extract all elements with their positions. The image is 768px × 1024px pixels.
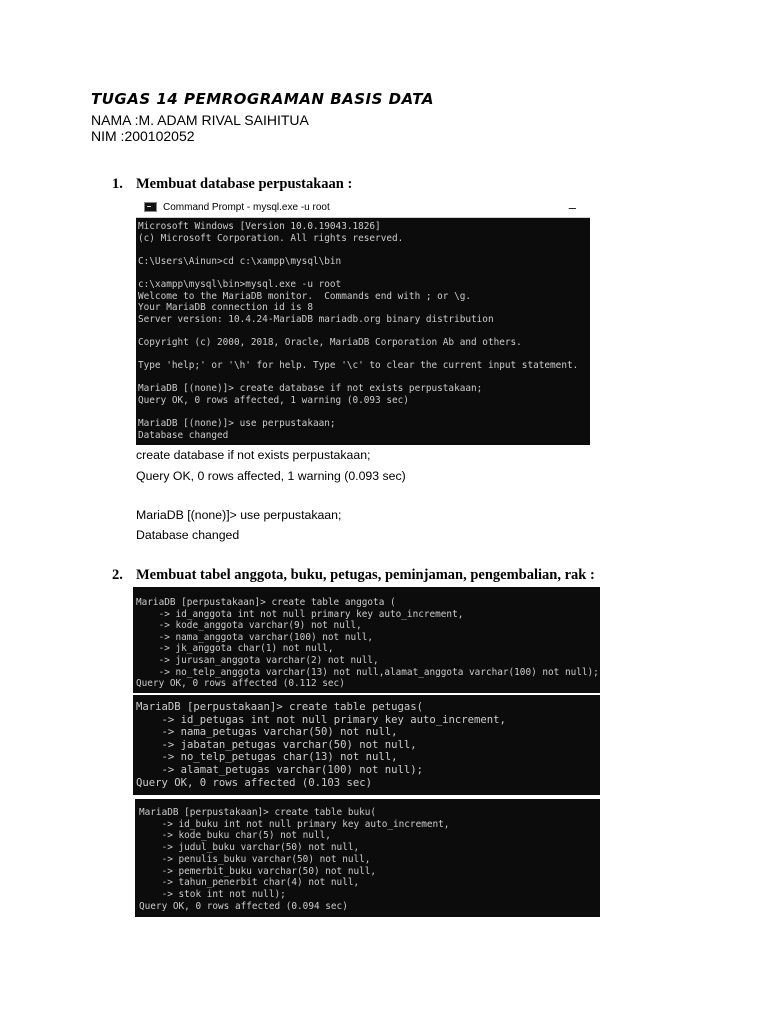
section-2-text: Membuat tabel anggota, buku, petugas, peminjaman, pengembalian, rak :	[136, 567, 595, 583]
nim-label: NIM :	[91, 128, 125, 144]
terminal-screenshot-1	[136, 218, 590, 445]
section-2-heading	[112, 567, 595, 584]
document-title: TUGAS 14 PEMROGRAMAN BASIS DATA	[91, 90, 434, 108]
plain-text-line-1: create database if not exists perpustakaan;	[136, 448, 371, 462]
terminal-screenshot-4	[135, 799, 600, 917]
terminal-3-text: MariaDB [perpustakaan]> create table petugas( -> id_petugas int not null primary key auto_increment, -> nama_petugas varchar(50) not null, -> jabatan_petugas varchar(50) not null, -> no_telp_petugas char(13) not null, -> alamat_petugas varchar(100) not null); Query OK, 0 rows affected (0.103 sec)	[136, 701, 506, 789]
nama-line	[91, 112, 309, 128]
nama-label: NAMA :	[91, 112, 139, 128]
section-1-number: 1.	[112, 176, 123, 192]
command-prompt-icon	[144, 202, 157, 212]
plain-text-line-4: Database changed	[136, 528, 240, 542]
plain-text-line-3: MariaDB [(none)]> use perpustakaan;	[136, 508, 342, 522]
nim-line	[91, 128, 195, 144]
terminal-screenshot-2	[133, 587, 600, 693]
cmd-window-titlebar	[136, 197, 590, 218]
minimize-button[interactable]: –	[568, 199, 576, 215]
terminal-1-text: Microsoft Windows [Version 10.0.19043.1826] (c) Microsoft Corporation. All rights reserved. C:\Users\Ainun>cd c:\xampp\mysql\bin c:\xampp\mysql\bin>mysql.exe -u root Welcome to the MariaDB monitor. Commands end with ; or \g. Your MariaDB connection id is 8 Server version: 10.4.24-MariaDB mariadb.org binary distribution Copyright (c) 2000, 2018, Oracle, MariaDB Corporation Ab and others. Type 'help;' or '\h' for help. Type '\c' to clear the current input statement. MariaDB [(none)]> create database if not exists perpustakaan; Query OK, 0 rows affected, 1 warning (0.093 sec) MariaDB [(none)]> use perpustakaan; Database changed	[138, 221, 579, 441]
nim-value: 200102052	[124, 128, 195, 144]
terminal-4-text: MariaDB [perpustakaan]> create table buku( -> id_buku int not null primary key auto_increment, -> kode_buku char(5) not null, -> judul_buku varchar(50) not null, -> penulis_buku varchar(50) not null, -> pemerbit_buku varchar(50) not null, -> tahun_penerbit char(4) not null, -> stok int not null); Query OK, 0 rows affected (0.094 sec)	[139, 807, 450, 912]
window-title: Command Prompt - mysql.exe -u root	[163, 201, 330, 213]
section-1-text: Membuat database perpustakaan :	[136, 176, 353, 192]
nama-value: M. ADAM RIVAL SAIHITUA	[138, 112, 309, 128]
section-1-heading	[112, 176, 352, 193]
terminal-screenshot-3	[133, 695, 600, 795]
plain-text-line-2: Query OK, 0 rows affected, 1 warning (0.093 sec)	[136, 469, 406, 483]
section-2-number: 2.	[112, 567, 123, 583]
terminal-2-text: MariaDB [perpustakaan]> create table anggota ( -> id_anggota int not null primary key auto_increment, -> kode_anggota varchar(9) not null, -> nama_anggota varchar(100) not null, -> jk_anggota char(1) not null, -> jurusan_anggota varchar(2) not null, -> no_telp_anggota varchar(13) not null,alamat_anggota varchar(100) not null); Query OK, 0 rows affected (0.112 sec)	[136, 597, 599, 690]
